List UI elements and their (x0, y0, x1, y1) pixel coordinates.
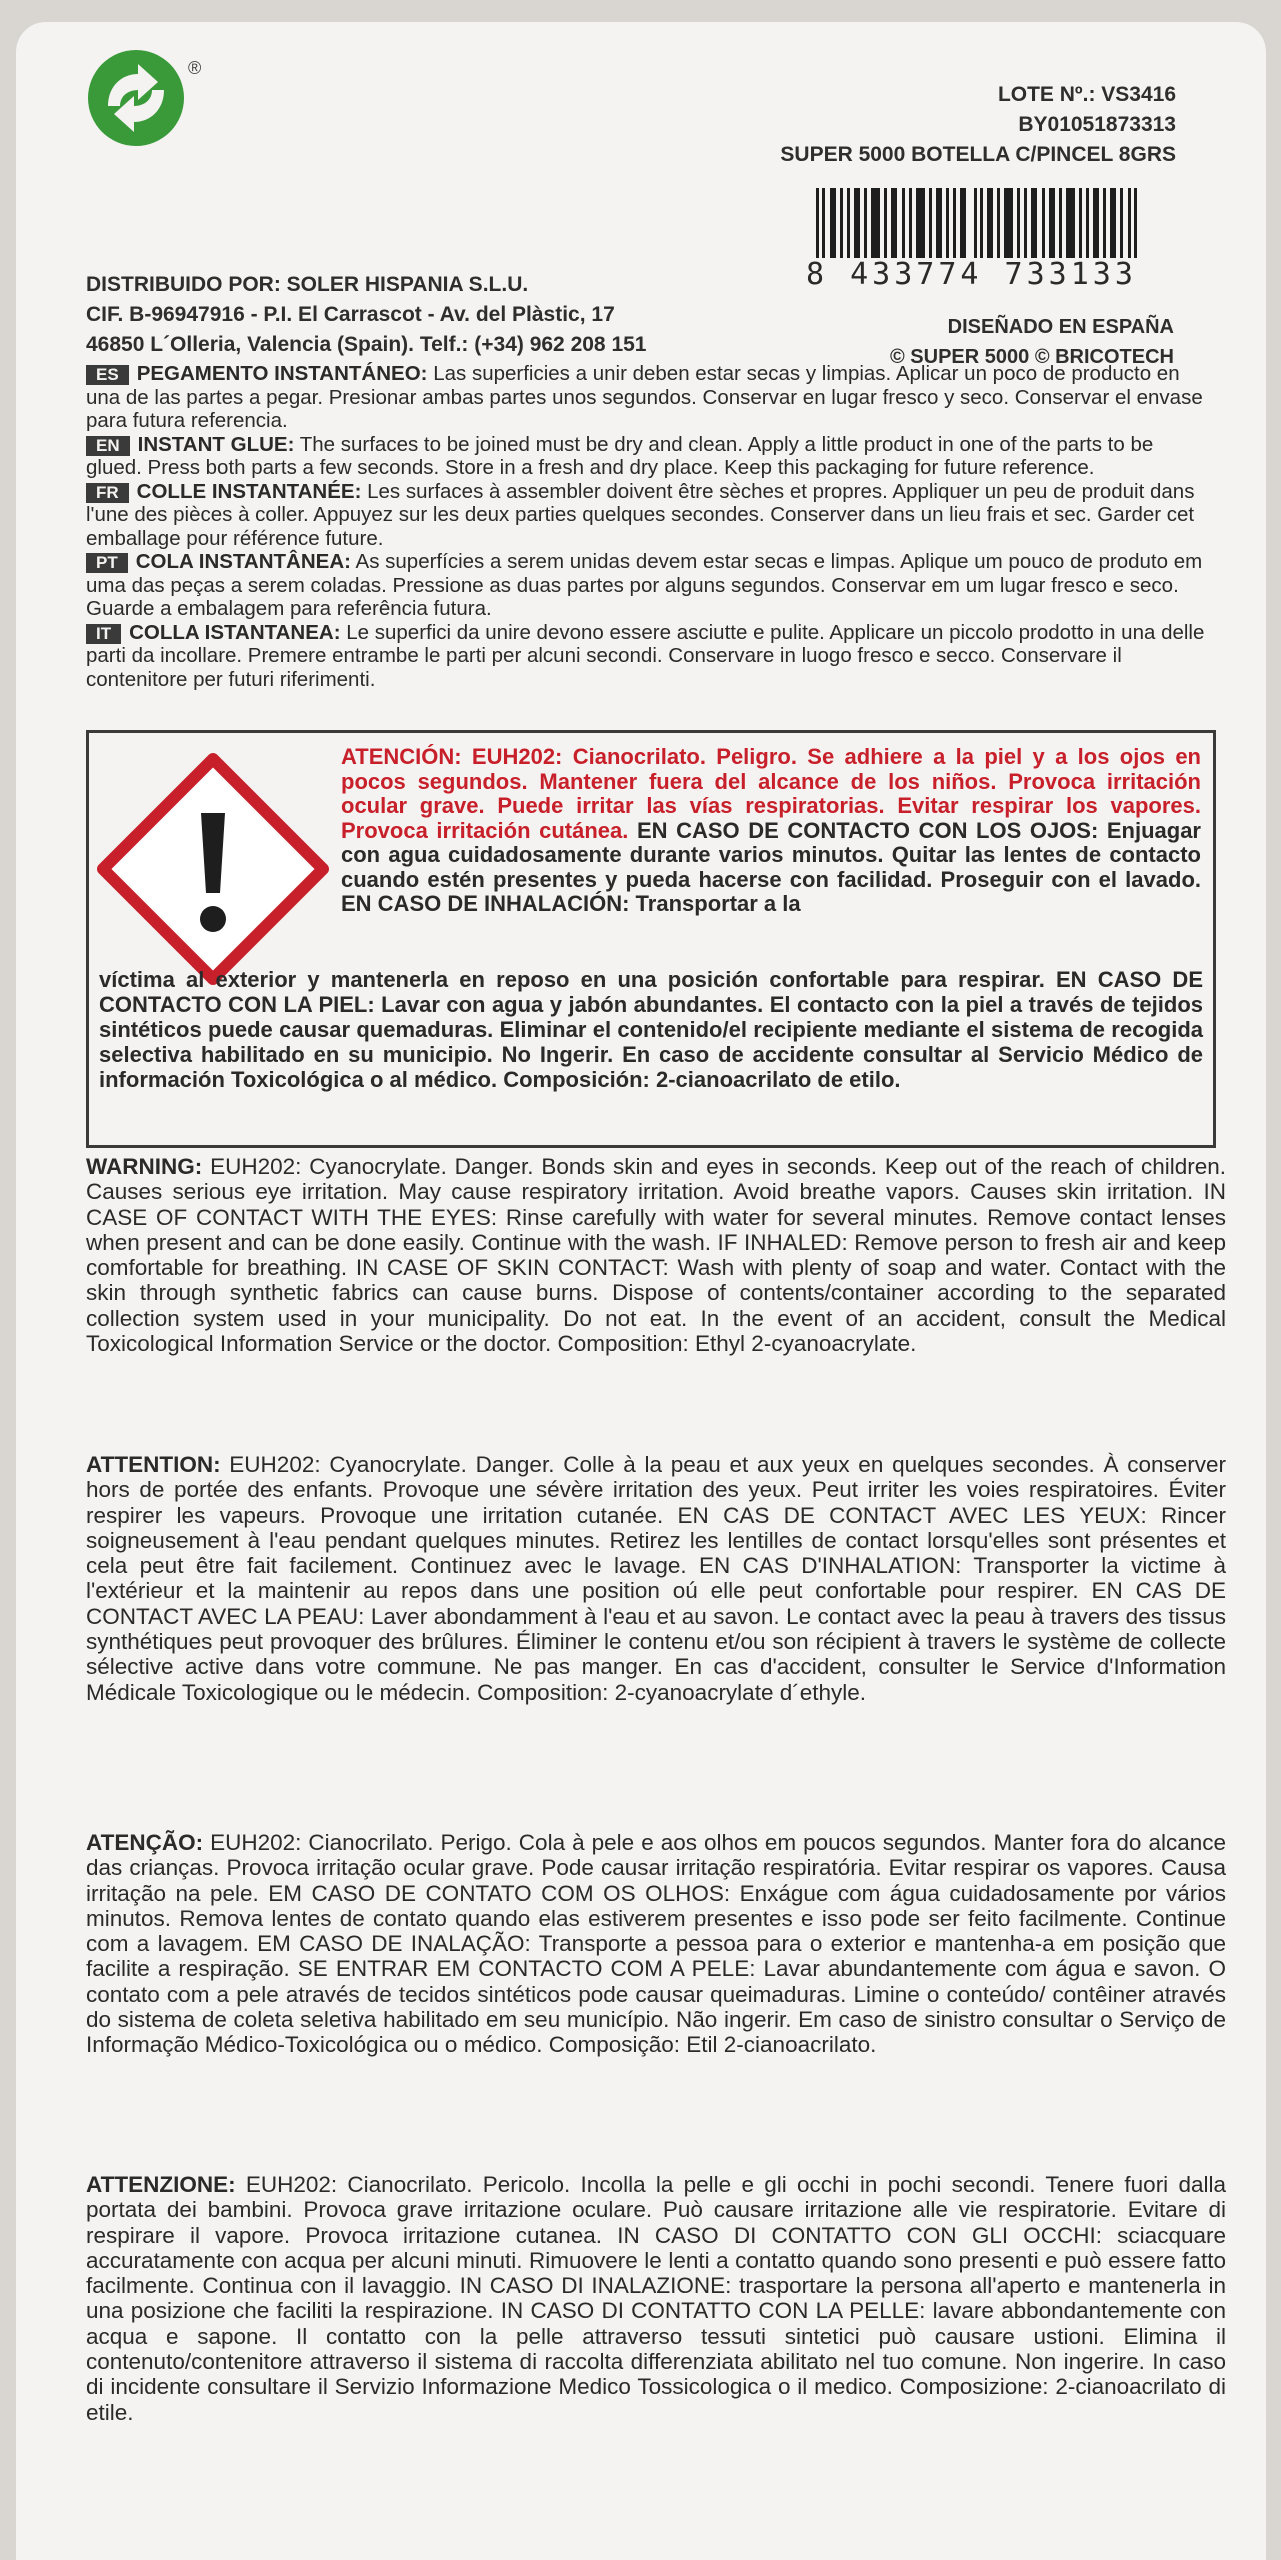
paragraph-text: EUH202: Cianocrilato. Pericolo. Incolla la pelle e gli occhi in pochi secondi. Tenere fuori dalla portata dei bambini. Provoca grave irritazione oculare. Può causare irritazione alle vie respiratorie. Evitare di respirare il vapore. Provoca irritazione cutanea. IN CASO DI CONTATTO CON GLI OCCHI: sciacquare accuratamente con acqua per alcuni minuti. Rimuovere le lenti a contatto quando sono presenti e può essere fatto facilmente. Continua con il lavaggio. IN CASO DI INALAZIONE: trasportare la persona all'aperto e mantenerla in una posizione che faciliti la respirazione. IN CASO DI CONTATTO CON LA PELLE: lavare abbondantemente con acqua e sapone. Il contatto con la pelle attraverso tessuti sintetici può causare ustioni. Elimina il contenuto/contenitore attraverso il sistema di raccolta differenziata abilitato nel tuo comune. Non ingerire. In caso di incidente consultare il Servizio Informazione Medico Tossicologica o il medico. Composizione: 2-cianoacrilato di etile. (86, 2172, 1226, 2425)
paragraph-heading: ATENÇÃO: (86, 1830, 204, 1855)
language-badge: FR (86, 483, 129, 503)
instruction-heading: COLLE INSTANTANÉE: (136, 479, 362, 503)
instruction-text: Les surfaces à assembler doivent être sèches et propres. Appliquer un peu de produit dans l'une des pièces à coller. Appuyez sur les deux parties quelques secondes. Conserver dans un lieu frais et sec. Garder cet emballage pour référence future. (86, 479, 1195, 550)
instruction-en (86, 433, 1206, 480)
instruction-heading: PEGAMENTO INSTANTÁNEO: (136, 362, 428, 385)
warning-red-text: ATENCIÓN: EUH202: Cianocrilato. Peligro. Se adhiere a la piel y a los ojos en pocos segundos. Mantener fuera del alcance de los niños. Provoca irritación ocular grave. Puede irritar las vías respiratorias. Evitar respirar los vapores. Provoca irritación cutánea. (341, 744, 1201, 843)
paragraph-heading: ATTENZIONE: (86, 2172, 236, 2197)
hazard-warning-box (86, 730, 1216, 1148)
exclamation-hazard-diamond-icon (97, 753, 329, 985)
green-dot-recycling-icon (88, 50, 184, 146)
distributor-line: CIF. B-96947916 - P.I. El Carrascot - Av. del Plàstic, 17 (86, 303, 615, 326)
brand-copyright: © SUPER 5000 © BRICOTECH (890, 346, 1174, 368)
instruction-heading: COLLA ISTANTANEA: (129, 620, 341, 644)
product-info (780, 80, 1176, 170)
usage-instructions (86, 362, 1206, 691)
paragraph-heading: WARNING: (86, 1154, 203, 1179)
instruction-heading: INSTANT GLUE: (137, 432, 295, 456)
instruction-es (86, 362, 1206, 433)
instruction-text: The surfaces to be joined must be dry and clean. Apply a little product in one of the parts to be glued. Press both parts a few seconds. Store in a fresh and dry place. Keep this packaging for future reference. (86, 432, 1154, 479)
paragraph-text: EUH202: Cyanocrylate. Danger. Colle à la peau et aux yeux en quelques secondes. À conserver hors de portée des enfants. Provoque une sévère irritation des yeux. Peut irriter les voies respiratoires. Éviter respirer les vapeurs. Provoque une irritation cutanée. EN CAS DE CONTACT AVEC LES YEUX: Rincer soigneusement à l'eau pendant quelques minutes. Retirez les lentilles de contact lorsqu'elles sont présentes et cela peut être fait facilement. Continuez avec le lavage. EN CAS D'INHALATION: Transporter la victime à l'extérieur et la maintenir au repos dans une position oú elle peut confortable pour respirer. EN CAS DE CONTACT AVEC LA PEAU: Laver abondamment à l'eau et au savon. Le contact avec la peau à travers des tissus synthétiques peut provoquer des brûlures. Éliminer le contenu et/ou son récipient à travers le système de collecte sélective active dans votre commune. Ne pas manger. En cas d'accident, consulter le Service d'Information Médicale Toxicologique ou le médecin. Composition: 2-cyanoacrylate d´ethyle. (86, 1452, 1226, 1705)
distributor-line: 46850 L´Olleria, Valencia (Spain). Telf.: (+34) 962 208 151 (86, 333, 647, 356)
product-back-card (16, 22, 1266, 2560)
warning-paragraph-en (86, 1154, 1226, 1356)
language-badge: ES (86, 365, 129, 385)
instruction-text: As superfícies a serem unidas devem estar secas e limpas. Aplique um pouco de produto em uma das peças a serem coladas. Pressione as duas partes por alguns segundos. Conservar em um lugar fresco e seco. Guarde a embalagem para referência futura. (86, 550, 1203, 620)
instruction-text: Las superficies a unir deben estar secas y limpias. Aplicar un poco de producto en una de las partes a pegar. Presionar ambas partes unos segundos. Conservar en lugar fresco y seco. Conservar el envase para futura referencia. (86, 362, 1203, 432)
instruction-heading: COLA INSTANTÂNEA: (135, 550, 351, 573)
distributor-info (86, 270, 646, 360)
barcode-digits: 8 433774 733133 (806, 258, 1166, 292)
warning-paragraph-pt (86, 1830, 1226, 2058)
warning-text-bottom: víctima al exterior y mantenerla en reposo en una posición confortable para respirar. EN CASO DE CONTACTO CON LA PIEL: Lavar con agua y jabón abundantes. El contacto con la piel a través de tejidos sintéticos puede causar quemaduras. Eliminar el contenido/el recipiente mediante el sistema de recogida selectiva habilitado en su municipio. No Ingerir. En caso de accidente consultar al Servicio Médico de información Toxicológica o al médico. Composición: 2-cianoacrilato de etilo. (99, 967, 1203, 1092)
background (0, 0, 1281, 22)
instruction-it (86, 621, 1206, 692)
designed-in: DISEÑADO EN ESPAÑA (947, 316, 1174, 338)
paragraph-heading: ATTENTION: (86, 1452, 221, 1477)
paragraph-text: EUH202: Cyanocrylate. Danger. Bonds skin and eyes in seconds. Keep out of the reach of children. Causes serious eye irritation. May cause respiratory irritation. Avoid breathe vapors. Causes skin irritation. IN CASE OF CONTACT WITH THE EYES: Rinse carefully with water for several minutes. Remove contact lenses when present and can be done easily. Continue with the wash. IF INHALED: Remove person to fresh air and keep comfortable for breathing. IN CASE OF SKIN CONTACT: Wash with plenty of soap and water. Contact with the skin through synthetic fabrics can cause burns. Dispose of contents/container according to the separated collection system used in your municipality. Do not eat. In the event of an accident, consult the Medical Toxicological Information Service or the doctor. Composition: Ethyl 2-cyanoacrylate. (86, 1154, 1226, 1357)
language-badge: PT (86, 553, 128, 573)
warning-text-top (341, 745, 1201, 917)
distributor-line: DISTRIBUIDO POR: SOLER HISPANIA S.L.U. (86, 273, 529, 296)
warning-paragraph-it (86, 2172, 1226, 2425)
registered-mark: ® (188, 58, 202, 78)
product-name: SUPER 5000 BOTELLA C/PINCEL 8GRS (780, 143, 1176, 166)
product-code: BY01051873313 (1018, 113, 1176, 136)
warning-black-text: EN CASO DE CONTACTO CON LOS OJOS: Enjuagar con agua cuidadosamente durante varios minutos. Quitar las lentes de contacto cuando estén presentes y pueda hacerse con facilidad. Proseguir con el lavado. EN CASO DE INHALACIÓN: Transportar a la (341, 817, 1201, 916)
language-badge: EN (86, 436, 130, 456)
instruction-pt (86, 550, 1206, 621)
language-badge: IT (86, 624, 121, 644)
lot-number: LOTE Nº.: VS3416 (997, 83, 1176, 106)
instruction-fr (86, 480, 1206, 551)
instruction-text: Le superfici da unire devono essere asciutte e pulite. Applicare un piccolo prodotto in una delle parti da incollare. Premere entrambe le parti per alcuni secondi. Conservare in luogo fresco e secco. Conservare il contenitore per futuri riferimenti. (86, 620, 1205, 691)
paragraph-text: EUH202: Cianocrilato. Perigo. Cola à pele e aos olhos em poucos segundos. Manter fora do alcance das crianças. Provoca irritação ocular grave. Pode causar irritação respiratória. Evitar respirar os vapores. Causa irritação na pele. EM CASO DE CONTATO COM OS OLHOS: Enxágue com água cuidadosamente por vários minutos. Remova lentes de contato quando elas estiverem presentes e isso pode ser feito facilmente. Continue com a lavagem. EM CASO DE INALAÇÃO: Transporte a pessoa para o exterior e mantenha-a em posição que facilite a respiração. SE ENTRAR EM CONTACTO COM A PELE: Lavar abundantemente com água e savon. O contato com a pele através de tecidos sintéticos pode causar queimaduras. Limine o conteúdo/ contêiner através do sistema de coleta seletiva habilitado em seu município. Não ingerir. Em caso de sinistro consultar o Serviço de Informação Médico-Toxicológica ou o médico. Composição: Etil 2-cianoacrilato. (86, 1830, 1226, 2058)
warning-paragraph-fr (86, 1452, 1226, 1705)
